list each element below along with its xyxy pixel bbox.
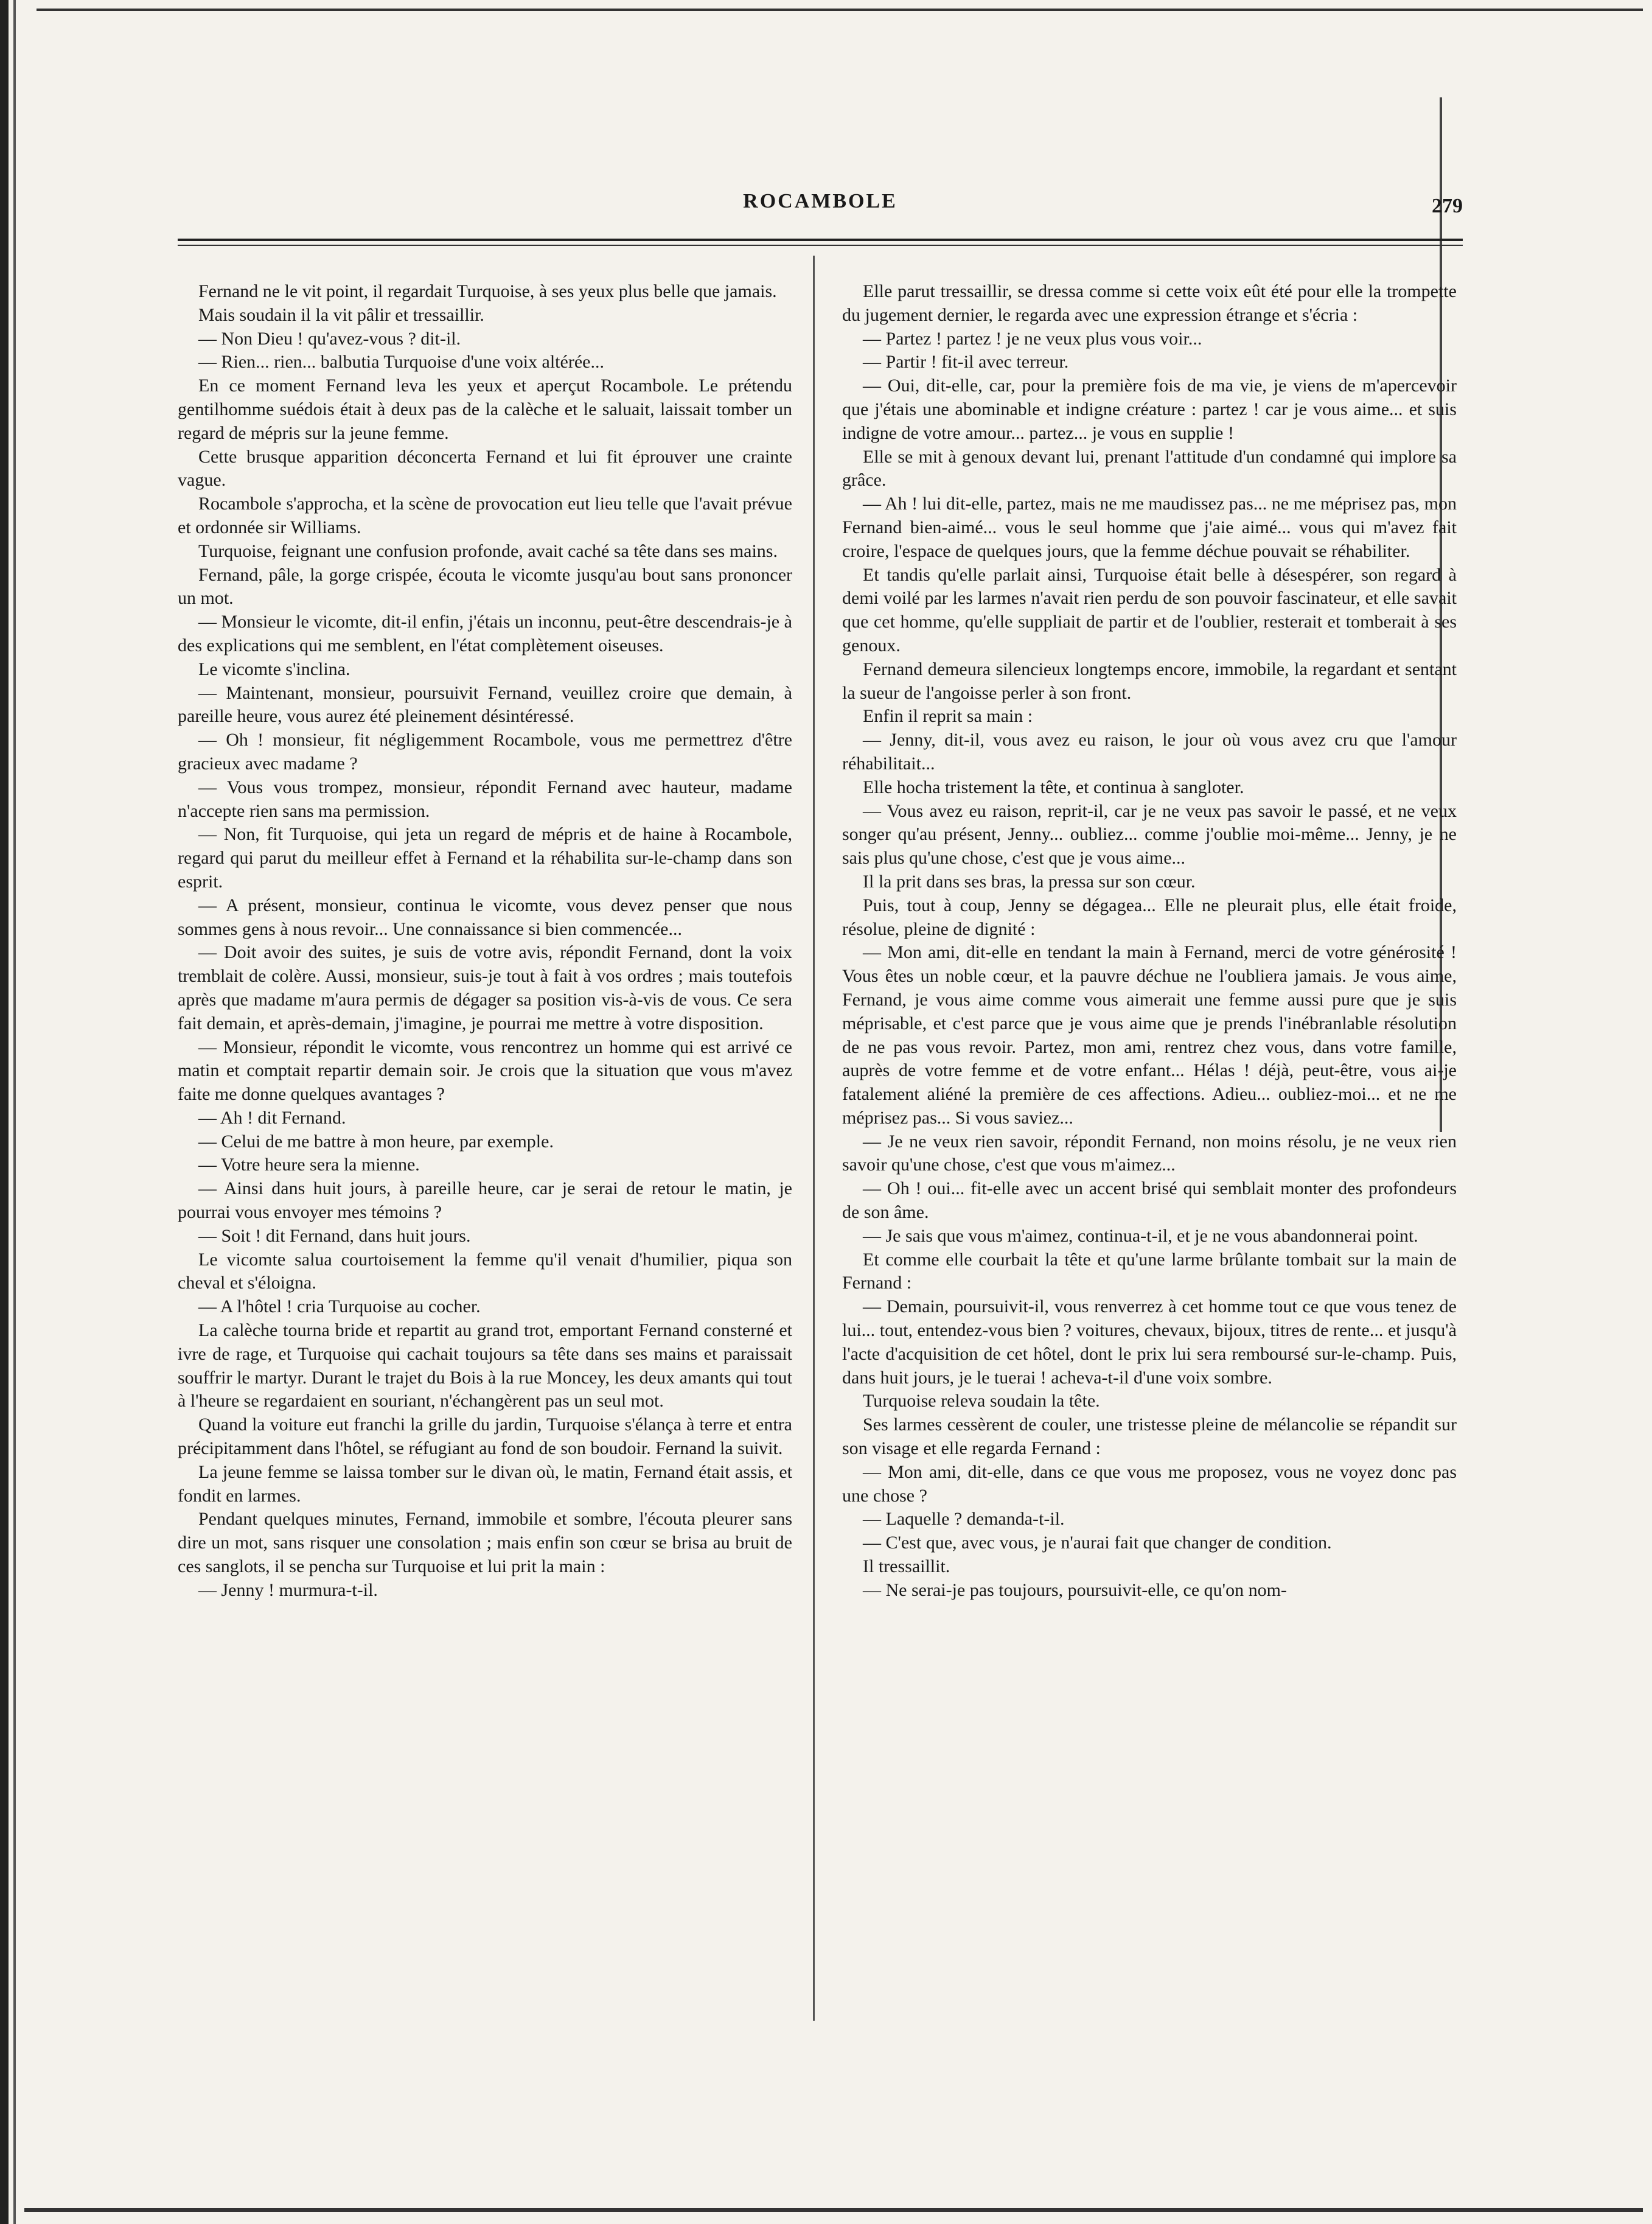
page-edge-top xyxy=(37,9,1643,11)
paragraph: Quand la voiture eut franchi la grille du jardin, Turquoise s'élança à terre et entra précipitamment dans l'hôtel, se réfugiant au fond de son boudoir. Fernand la suivit. xyxy=(178,1414,792,1459)
paragraph: Enfin il reprit sa main : xyxy=(863,706,1033,727)
paragraph: — Mon ami, dit-elle en tendant la main à Fernand, merci de votre générosité ! Vous êtes un noble cœur, et la pauvre déchue ne l'oubliera jamais. Je vous aime, Fernand, je vous aime comme vous aimerait une femme aussi pure que je suis méprisable, et c'est parce que je vous aime que je prends l'inébranlable résolution de ne pas vous revoir. Partez, mon ami, rentrez chez vous, dans votre famille, auprès de votre femme et de votre enfant... Hélas ! déjà, peut-être, vous ai-je fatalement aliéné la première de ces affections. Adieu... oubliez-moi... et ne me méprisez pas... Si vous saviez... xyxy=(842,942,1457,1128)
paragraph: Mais soudain il la vit pâlir et tressaillir. xyxy=(198,304,484,325)
paragraph: Turquoise, feignant une confusion profonde, avait caché sa tête dans ses mains. xyxy=(198,540,778,561)
paragraph: — Partir ! fit-il avec terreur. xyxy=(863,352,1069,372)
paragraph: Et tandis qu'elle parlait ainsi, Turquoise était belle à désespérer, son regard à demi voilé par les larmes n'avait rien perdu de son pouvoir fascinateur, et elle savait que cet homme, qu'elle suppliait de partir et de l'oublier, resterait et tomberait à ses genoux. xyxy=(842,564,1457,656)
paragraph: — Votre heure sera la mienne. xyxy=(198,1155,420,1175)
paragraph: Le vicomte s'inclina. xyxy=(198,659,350,679)
paragraph: — Monsieur, répondit le vicomte, vous rencontrez un homme qui est arrivé ce matin et comptait repartir demain soir. Je crois que la situation que vous m'avez faite me donne quelques avantages ? xyxy=(178,1037,792,1105)
header-rule-thin xyxy=(178,245,1463,246)
paragraph: — Oh ! monsieur, fit négligemment Rocambole, vous me permettrez d'être gracieux avec madame ? xyxy=(178,730,792,774)
paragraph: — Ne serai-je pas toujours, poursuivit-elle, ce qu'on nom- xyxy=(863,1579,1287,1600)
paragraph: Le vicomte salua courtoisement la femme qu'il venait d'humilier, piqua son cheval et s'éloigna. xyxy=(178,1249,792,1293)
paragraph: — Ah ! lui dit-elle, partez, mais ne me maudissez pas... ne me méprisez pas, mon Fernand bien-aimé... vous le seul homme que j'aie aimé... vous qui m'avez fait croire, l'espace de quelques jours, que la femme déchue pouvait se réhabiliter. xyxy=(842,494,1457,561)
paragraph: — Jenny ! murmura-t-il. xyxy=(198,1579,378,1600)
running-title: ROCAMBOLE xyxy=(743,190,897,212)
paragraph: Elle hocha tristement la tête, et continua à sangloter. xyxy=(863,777,1244,797)
paragraph: — Non, fit Turquoise, qui jeta un regard de mépris et de haine à Rocambole, regard qui parut du meilleur effet à Fernand et la réhabilita sur-le-champ dans son esprit. xyxy=(178,824,792,892)
paragraph: — Mon ami, dit-elle, dans ce que vous me proposez, vous ne voyez donc pas une chose ? xyxy=(842,1461,1457,1506)
left-column xyxy=(178,280,792,2106)
header-rule xyxy=(178,239,1463,241)
paragraph: — Ainsi dans huit jours, à pareille heure, car je serai de retour le matin, je pourrai vous envoyer mes témoins ? xyxy=(178,1178,792,1223)
paragraph: — Je ne veux rien savoir, répondit Fernand, non moins résolu, je ne veux rien savoir qu'une chose, c'est que vous m'aimez... xyxy=(842,1131,1457,1175)
paragraph: — Vous vous trompez, monsieur, répondit Fernand avec hauteur, madame n'accepte rien sans ma permission. xyxy=(178,777,792,821)
page-edge-bottom xyxy=(24,2208,1643,2212)
paragraph: Puis, tout à coup, Jenny se dégagea... Elle ne pleurait plus, elle était froide, résolue, pleine de dignité : xyxy=(842,895,1457,939)
paragraph: — Jenny, dit-il, vous avez eu raison, le jour où vous avez cru que l'amour réhabilitait... xyxy=(842,730,1457,774)
paragraph: Il la prit dans ses bras, la pressa sur son cœur. xyxy=(863,871,1196,892)
paragraph: — Maintenant, monsieur, poursuivit Fernand, veuillez croire que demain, à pareille heure, vous aurez été pleinement désintéressé. xyxy=(178,682,792,727)
paragraph: — Soit ! dit Fernand, dans huit jours. xyxy=(198,1225,471,1246)
column-divider xyxy=(813,256,815,2021)
paragraph: — Celui de me battre à mon heure, par exemple. xyxy=(198,1131,554,1152)
paragraph: Turquoise releva soudain la tête. xyxy=(863,1391,1100,1411)
paragraph: — Vous avez eu raison, reprit-il, car je ne veux pas savoir le passé, et ne veux songer qu'au présent, Jenny... oubliez... comme j'oublie moi-même... Jenny, je ne sais plus qu'une chose, c'est que je vous aime... xyxy=(842,800,1457,869)
paragraph: Fernand ne le vit point, il regardait Turquoise, à ses yeux plus belle que jamais. xyxy=(198,281,777,301)
page-edge-left xyxy=(0,0,9,2224)
page-edge-left-inner xyxy=(13,0,16,2224)
paragraph: Pendant quelques minutes, Fernand, immobile et sombre, l'écouta pleurer sans dire un mot, sans risquer une consolation ; mais enfin son cœur se brisa au bruit de ces sanglots, il se pencha sur Turquoise et lui prit la main : xyxy=(178,1509,792,1577)
paragraph: Fernand demeura silencieux longtemps encore, immobile, la regardant et sentant la sueur de l'angoisse perler à son front. xyxy=(842,659,1457,703)
paragraph: La jeune femme se laissa tomber sur le divan où, le matin, Fernand était assis, et fondit en larmes. xyxy=(178,1461,792,1506)
paragraph: — Oh ! oui... fit-elle avec un accent brisé qui semblait monter des profondeurs de son âme. xyxy=(842,1178,1457,1223)
paragraph: — C'est que, avec vous, je n'aurai fait que changer de condition. xyxy=(863,1533,1332,1553)
paragraph: — Oui, dit-elle, car, pour la première fois de ma vie, je viens de m'apercevoir que j'étais une abominable et indigne créature : partez ! car je vous aime... et suis indigne de votre amour... partez... je vous en supplie ! xyxy=(842,376,1457,443)
paragraph: Rocambole s'approcha, et la scène de provocation eut lieu telle que l'avait prévue et ordonnée sir Williams. xyxy=(178,494,792,537)
paragraph: En ce moment Fernand leva les yeux et aperçut Rocambole. Le prétendu gentilhomme suédois était à deux pas de la calèche et le saluait, laissait tomber un regard de mépris sur la jeune femme. xyxy=(178,376,792,443)
paragraph: — Je sais que vous m'aimez, continua-t-il, et je ne vous abandonnerai point. xyxy=(863,1225,1418,1246)
paragraph: Il tressaillit. xyxy=(863,1556,950,1577)
paragraph: Fernand, pâle, la gorge crispée, écouta le vicomte jusqu'au bout sans prononcer un mot. xyxy=(178,564,792,609)
paragraph: — Non Dieu ! qu'avez-vous ? dit-il. xyxy=(198,328,461,349)
paragraph: Cette brusque apparition déconcerta Fernand et lui fit éprouver une crainte vague. xyxy=(178,446,792,491)
paragraph: — Laquelle ? demanda-t-il. xyxy=(863,1509,1065,1530)
page-header xyxy=(178,190,1463,226)
paragraph: — Rien... rien... balbutia Turquoise d'une voix altérée... xyxy=(198,352,604,372)
paragraph: La calèche tourna bride et repartit au grand trot, emportant Fernand consterné et ivre de rage, et Turquoise qui cachait toujours sa tête dans ses mains et paraissait souffrir le martyr. Durant le trajet du Bois à la rue Moncey, les deux amants qui tout à l'heure se regardaient en souriant, n'échangèrent pas un seul mot. xyxy=(178,1320,792,1411)
paragraph: — Doit avoir des suites, je suis de votre avis, répondit Fernand, dont la voix tremblait de colère. Aussi, monsieur, suis-je tout à fait à vos ordres ; mais toutefois après que madame m'aura permis de dégager sa position vis-à-vis de vous. Ce sera fait demain, et après-demain, j'imagine, je pourrai me mettre à votre disposition. xyxy=(178,942,792,1033)
paragraph: Elle parut tressaillir, se dressa comme si cette voix eût été pour elle la trompette du jugement dernier, le regarda avec une expression étrange et s'écria : xyxy=(842,281,1457,325)
paragraph: — Partez ! partez ! je ne veux plus vous voir... xyxy=(863,328,1202,349)
paragraph: — A l'hôtel ! cria Turquoise au cocher. xyxy=(198,1296,481,1317)
paragraph: — Demain, poursuivit-il, vous renverrez à cet homme tout ce que vous tenez de lui... tout, entendez-vous bien ? voitures, chevaux, bijoux, titres de rente... et jusqu'à l'acte d'acquisition de cet hôtel, dont le prix lui sera remboursé sur-le-champ. Puis, dans huit jours, je le tuerai ! acheva-t-il d'une voix sombre. xyxy=(842,1296,1457,1388)
paragraph: Elle se mit à genoux devant lui, prenant l'attitude d'un condamné qui implore sa grâce. xyxy=(842,446,1457,491)
paragraph: — Monsieur le vicomte, dit-il enfin, j'étais un inconnu, peut-être descendrais-je à des explications qui me semblent, en l'état complètement oiseuses. xyxy=(178,612,792,656)
paragraph: Et comme elle courbait la tête et qu'une larme brûlante tombait sur la main de Fernand : xyxy=(842,1249,1457,1293)
page-number: 279 xyxy=(1432,195,1463,217)
right-column xyxy=(842,280,1457,2106)
paragraph: Ses larmes cessèrent de couler, une tristesse pleine de mélancolie se répandit sur son visage et elle regarda Fernand : xyxy=(842,1414,1457,1459)
paragraph: — Ah ! dit Fernand. xyxy=(198,1107,346,1128)
paragraph: — A présent, monsieur, continua le vicomte, vous devez penser que nous sommes gens à nous revoir... Une connaissance si bien commencée... xyxy=(178,895,792,939)
